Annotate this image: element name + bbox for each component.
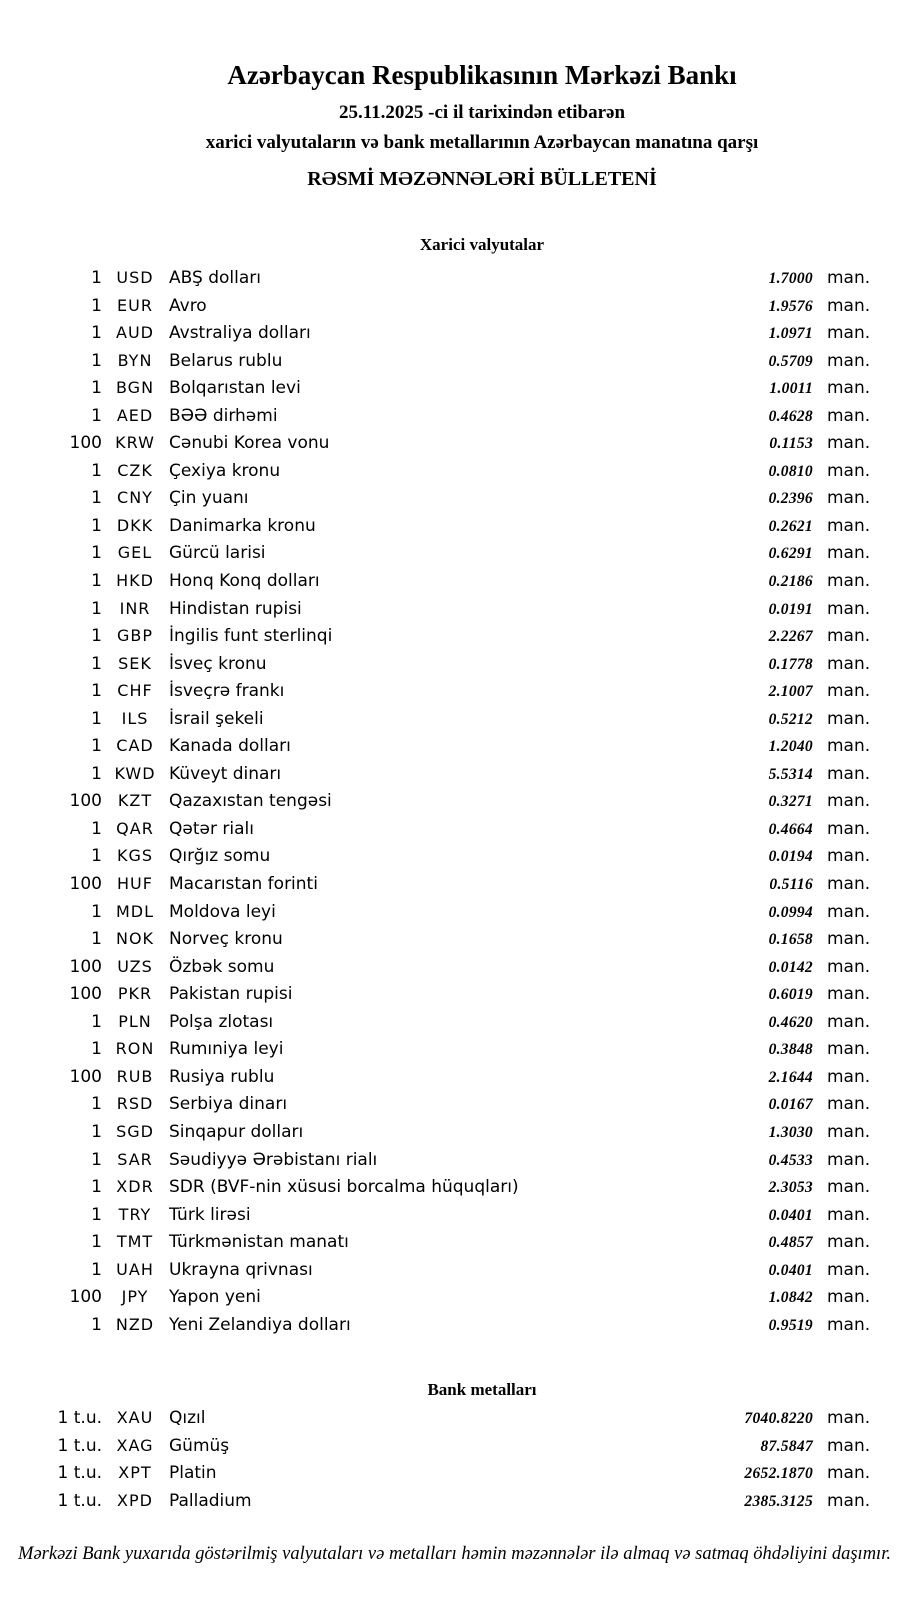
row-unit-label: man. — [827, 1408, 871, 1428]
row-quantity: 1 — [91, 653, 102, 674]
row-quantity: 1 — [91, 350, 102, 371]
row-code: RON — [115, 1039, 155, 1059]
currency-row — [0, 1035, 909, 1063]
row-code: SAR — [117, 1149, 153, 1169]
row-rate-value: 0.4533 — [768, 1151, 813, 1169]
row-quantity: 1 t.u. — [57, 1490, 102, 1511]
row-rate-value: 1.0011 — [769, 380, 813, 398]
row-rate-value: 1.9576 — [768, 297, 813, 315]
row-code: KGS — [116, 846, 154, 866]
row-code: SEK — [118, 653, 152, 673]
row-unit-label: man. — [827, 1314, 871, 1335]
row-unit-label: man. — [827, 460, 871, 481]
row-name: Bolqarıstan levi — [169, 378, 301, 399]
row-code: RUB — [116, 1066, 154, 1086]
row-name: Avro — [169, 295, 207, 316]
row-rate-value: 87.5847 — [760, 1437, 813, 1455]
row-name: Platin — [169, 1463, 217, 1484]
row-name: Qırğız somu — [169, 846, 271, 867]
currency-row — [0, 925, 909, 953]
currency-row — [0, 898, 909, 926]
row-rate-value: 0.1778 — [768, 655, 813, 673]
row-name: Moldova leyi — [169, 901, 276, 922]
row-quantity: 1 — [91, 323, 102, 344]
row-quantity: 100 — [69, 791, 102, 812]
row-quantity: 1 — [91, 846, 102, 867]
row-name: Serbiya dinarı — [169, 1094, 288, 1115]
row-name: Qətər rialı — [169, 818, 254, 839]
row-code: BGN — [115, 378, 155, 398]
effective-date-line: 25.11.2025 -ci il tarixindən etibarən — [338, 102, 626, 123]
row-code: USD — [116, 268, 154, 287]
row-rate-value: 0.0401 — [768, 1206, 813, 1224]
currency-row — [0, 1090, 909, 1118]
currency-row — [0, 539, 909, 567]
currency-row — [0, 980, 909, 1008]
row-rate-value: 0.0142 — [768, 958, 813, 976]
row-rate-value: 0.0810 — [768, 462, 813, 480]
row-code: CAD — [116, 736, 154, 756]
row-name: Pakistan rupisi — [169, 984, 293, 1005]
row-quantity: 1 — [91, 543, 102, 564]
row-rate-value: 0.3271 — [768, 793, 813, 811]
row-code: INR — [119, 598, 151, 618]
row-rate-value: 0.0194 — [768, 848, 813, 866]
currencies-section-title: Xarici valyutalar — [419, 235, 545, 254]
row-code: AUD — [116, 323, 154, 343]
row-code: PLN — [118, 1011, 152, 1031]
row-unit-label: man. — [827, 846, 871, 867]
bulletin-title: RƏSMİ MƏZƏNNƏLƏRİ BÜLLETENİ — [307, 168, 657, 190]
row-quantity: 1 — [91, 571, 102, 592]
row-name: Çexiya kronu — [169, 460, 281, 481]
row-quantity: 1 — [91, 1177, 102, 1198]
row-name: Cənubi Korea vonu — [169, 433, 330, 454]
row-name: SDR (BVF-nin xüsusi borcalma hüquqları) — [169, 1177, 519, 1198]
currency-row — [0, 402, 909, 430]
row-code: MDL — [115, 901, 155, 921]
row-unit-label: man. — [827, 515, 871, 536]
row-name: Gümüş — [169, 1435, 230, 1456]
row-unit-label: man. — [827, 268, 871, 288]
metal-row — [0, 1459, 909, 1487]
row-rate-value: 0.6291 — [768, 545, 813, 563]
row-rate-value: 0.4620 — [768, 1013, 813, 1031]
row-rate-value: 0.4664 — [768, 820, 813, 838]
row-quantity: 100 — [69, 433, 102, 454]
currency-row — [0, 429, 909, 457]
row-quantity: 1 — [91, 901, 102, 922]
row-unit-label: man. — [827, 763, 871, 784]
row-name: Türk lirəsi — [169, 1204, 251, 1225]
row-code: CZK — [117, 460, 153, 480]
currency-row — [0, 512, 909, 540]
metals-table — [0, 1404, 909, 1514]
row-unit-label: man. — [827, 1287, 871, 1308]
row-unit-label: man. — [827, 626, 871, 647]
row-rate-value: 0.2186 — [768, 573, 813, 591]
row-rate-value: 1.0842 — [768, 1289, 813, 1307]
currency-row — [0, 677, 909, 705]
row-unit-label: man. — [827, 929, 871, 950]
currency-row — [0, 347, 909, 375]
row-unit-label: man. — [827, 818, 871, 839]
row-quantity: 1 — [91, 1232, 102, 1253]
row-rate-value: 0.5212 — [768, 710, 813, 728]
row-unit-label: man. — [827, 653, 871, 674]
row-quantity: 100 — [69, 1066, 102, 1087]
currency-row — [0, 457, 909, 485]
currency-row — [0, 650, 909, 678]
row-rate-value: 2652.1870 — [744, 1465, 813, 1483]
currency-row — [0, 732, 909, 760]
bank-name-title: Azərbaycan Respublikasının Mərkəzi Bankı — [227, 60, 737, 90]
row-unit-label: man. — [827, 984, 871, 1005]
row-rate-value: 0.4628 — [768, 407, 813, 425]
row-quantity: 1 t.u. — [57, 1463, 102, 1484]
row-code: QAR — [116, 818, 154, 838]
row-name: Palladium — [169, 1490, 252, 1511]
metal-row — [0, 1487, 909, 1515]
row-rate-value: 0.5116 — [769, 876, 813, 894]
row-quantity: 100 — [69, 984, 102, 1005]
row-name: Türkmənistan manatı — [169, 1232, 349, 1253]
row-unit-label: man. — [827, 1094, 871, 1115]
row-rate-value: 1.7000 — [768, 270, 813, 287]
row-unit-label: man. — [827, 1490, 871, 1511]
row-quantity: 1 t.u. — [57, 1435, 102, 1456]
row-name: Ukrayna qrivnası — [169, 1259, 313, 1280]
row-quantity: 1 — [91, 1121, 102, 1142]
row-rate-value: 2.3053 — [768, 1179, 813, 1197]
row-unit-label: man. — [827, 295, 871, 316]
row-unit-label: man. — [827, 791, 871, 812]
row-rate-value: 0.4857 — [768, 1234, 813, 1252]
row-code: TRY — [118, 1204, 152, 1224]
currency-row — [0, 760, 909, 788]
row-code: XPD — [117, 1490, 153, 1510]
row-quantity: 1 — [91, 818, 102, 839]
row-unit-label: man. — [827, 1177, 871, 1198]
row-quantity: 1 — [91, 488, 102, 509]
currency-row — [0, 1311, 909, 1339]
row-quantity: 1 — [91, 736, 102, 757]
row-quantity: 100 — [69, 1287, 102, 1308]
row-quantity: 1 — [91, 1149, 102, 1170]
row-quantity: 1 — [91, 378, 102, 399]
row-rate-value: 1.0971 — [768, 325, 813, 343]
metals-section-title: Bank metalları — [427, 1380, 537, 1399]
row-code: NOK — [115, 929, 155, 949]
row-code: GBP — [116, 626, 154, 646]
row-unit-label: man. — [827, 571, 871, 592]
row-code: XAG — [116, 1435, 154, 1455]
row-rate-value: 0.0401 — [768, 1261, 813, 1279]
row-unit-label: man. — [827, 1259, 871, 1280]
row-quantity: 1 — [91, 268, 102, 288]
row-name: İsveçrə frankı — [169, 681, 285, 702]
row-code: EUR — [117, 295, 153, 315]
row-unit-label: man. — [827, 433, 871, 454]
currency-row — [0, 953, 909, 981]
currency-row — [0, 1008, 909, 1036]
row-name: Norveç kronu — [169, 929, 283, 950]
row-unit-label: man. — [827, 1232, 871, 1253]
row-name: İsrail şekeli — [169, 708, 264, 729]
row-unit-label: man. — [827, 1011, 871, 1032]
row-rate-value: 0.2621 — [768, 517, 813, 535]
row-name: Səudiyyə Ərəbistanı rialı — [169, 1149, 378, 1170]
row-unit-label: man. — [827, 543, 871, 564]
row-unit-label: man. — [827, 901, 871, 922]
row-unit-label: man. — [827, 378, 871, 399]
currency-row — [0, 595, 909, 623]
currency-row — [0, 1228, 909, 1256]
row-rate-value: 7040.8220 — [744, 1410, 813, 1427]
currency-row — [0, 484, 909, 512]
row-quantity: 1 — [91, 1259, 102, 1280]
currency-row — [0, 870, 909, 898]
row-code: XAU — [116, 1408, 154, 1427]
row-name: BƏƏ dirhəmi — [169, 405, 278, 426]
row-rate-value: 5.5314 — [768, 765, 813, 783]
row-code: KRW — [115, 433, 155, 453]
row-name: İngilis funt sterlinqi — [169, 626, 333, 647]
row-name: Qızıl — [169, 1408, 206, 1428]
currency-row — [0, 787, 909, 815]
row-unit-label: man. — [827, 1435, 871, 1456]
row-name: Hindistan rupisi — [169, 598, 302, 619]
row-name: Macarıstan forinti — [169, 874, 318, 895]
row-name: Danimarka kronu — [169, 515, 316, 536]
row-code: DKK — [116, 515, 154, 535]
row-code: KWD — [114, 763, 156, 783]
row-quantity: 1 — [91, 681, 102, 702]
row-name: Belarus rublu — [169, 350, 283, 371]
currency-row — [0, 1173, 909, 1201]
row-name: Yapon yeni — [169, 1287, 261, 1308]
row-code: HKD — [116, 571, 154, 591]
row-code: AED — [116, 405, 154, 425]
row-name: Küveyt dinarı — [169, 763, 282, 784]
row-unit-label: man. — [827, 708, 871, 729]
row-name: Çin yuanı — [169, 488, 249, 509]
row-unit-label: man. — [827, 598, 871, 619]
row-code: ILS — [121, 708, 149, 728]
row-quantity: 1 — [91, 515, 102, 536]
currency-row — [0, 622, 909, 650]
row-name: Özbək somu — [169, 956, 275, 977]
row-quantity: 1 — [91, 405, 102, 426]
row-quantity: 1 — [91, 598, 102, 619]
row-quantity: 1 — [91, 626, 102, 647]
row-code: XPT — [118, 1463, 152, 1483]
row-quantity: 1 — [91, 929, 102, 950]
row-quantity: 100 — [69, 956, 102, 977]
currency-row — [0, 1118, 909, 1146]
currency-row — [0, 1283, 909, 1311]
disclaimer-text: Mərkəzi Bank yuxarıda göstərilmiş valyutaları və metalları həmin məzənnələr ilə almaq və satmaq öhdəliyini daşımır. — [18, 1544, 891, 1564]
row-code: TMT — [116, 1232, 154, 1252]
row-name: Avstraliya dolları — [169, 323, 311, 344]
row-code: UAH — [116, 1259, 154, 1279]
currency-row — [0, 1146, 909, 1174]
row-rate-value: 1.3030 — [768, 1123, 813, 1141]
row-name: Rusiya rublu — [169, 1066, 275, 1087]
row-code: CHF — [117, 681, 153, 701]
row-name: Yeni Zelandiya dolları — [169, 1314, 351, 1335]
row-code: KZT — [117, 791, 153, 811]
row-name: Sinqapur dolları — [169, 1121, 304, 1142]
row-rate-value: 0.1153 — [769, 435, 813, 453]
metal-row — [0, 1404, 909, 1432]
currency-row — [0, 292, 909, 320]
subject-line: xarici valyutaların və bank metallarının Azərbaycan manatına qarşı — [205, 132, 759, 153]
currency-row — [0, 264, 909, 292]
currency-row — [0, 1063, 909, 1091]
row-unit-label: man. — [827, 874, 871, 895]
currencies-table — [0, 264, 909, 1338]
row-name: Rumıniya leyi — [169, 1039, 284, 1060]
row-rate-value: 0.3848 — [768, 1041, 813, 1059]
row-code: NZD — [115, 1314, 155, 1334]
row-unit-label: man. — [827, 1121, 871, 1142]
row-rate-value: 0.6019 — [768, 986, 813, 1004]
row-rate-value: 2385.3125 — [744, 1492, 813, 1510]
row-code: SGD — [116, 1121, 154, 1141]
row-name: İsveç kronu — [169, 653, 267, 674]
currency-row — [0, 1201, 909, 1229]
row-unit-label: man. — [827, 1204, 871, 1225]
row-unit-label: man. — [827, 488, 871, 509]
row-quantity: 1 — [91, 295, 102, 316]
currency-row — [0, 815, 909, 843]
row-name: Polşa zlotası — [169, 1011, 274, 1032]
currency-row — [0, 374, 909, 402]
row-unit-label: man. — [827, 1039, 871, 1060]
row-quantity: 1 — [91, 1314, 102, 1335]
row-quantity: 1 — [91, 1011, 102, 1032]
row-name: Qazaxıstan tengəsi — [169, 791, 332, 812]
row-quantity: 1 — [91, 1204, 102, 1225]
currency-row — [0, 842, 909, 870]
currency-row — [0, 1256, 909, 1284]
row-rate-value: 0.0191 — [768, 600, 813, 618]
row-code: BYN — [117, 350, 153, 370]
row-code: JPY — [121, 1287, 149, 1307]
row-rate-value: 0.1658 — [768, 931, 813, 949]
row-quantity: 100 — [69, 874, 102, 895]
row-name: ABŞ dolları — [169, 268, 261, 288]
row-rate-value: 2.1644 — [768, 1068, 813, 1086]
metal-row — [0, 1432, 909, 1460]
row-name: Gürcü larisi — [169, 543, 266, 564]
row-unit-label: man. — [827, 405, 871, 426]
row-quantity: 1 — [91, 1039, 102, 1060]
row-unit-label: man. — [827, 350, 871, 371]
row-unit-label: man. — [827, 736, 871, 757]
row-unit-label: man. — [827, 1149, 871, 1170]
row-code: PKR — [117, 984, 153, 1004]
row-rate-value: 0.0994 — [768, 903, 813, 921]
row-code: GEL — [117, 543, 153, 563]
row-rate-value: 2.1007 — [768, 683, 813, 701]
row-name: Kanada dolları — [169, 736, 291, 757]
row-code: CNY — [117, 488, 153, 508]
row-unit-label: man. — [827, 1463, 871, 1484]
row-quantity: 1 t.u. — [57, 1408, 102, 1428]
row-code: UZS — [117, 956, 153, 976]
row-rate-value: 0.2396 — [768, 490, 813, 508]
row-rate-value: 2.2267 — [768, 628, 813, 646]
row-quantity: 1 — [91, 1094, 102, 1115]
row-code: RSD — [116, 1094, 154, 1114]
row-rate-value: 0.9519 — [768, 1316, 813, 1334]
currency-row — [0, 705, 909, 733]
row-code: XDR — [116, 1177, 154, 1197]
row-code: HUF — [117, 874, 153, 894]
row-quantity: 1 — [91, 763, 102, 784]
row-name: Honq Konq dolları — [169, 571, 320, 592]
row-rate-value: 0.5709 — [768, 352, 813, 370]
row-rate-value: 0.0167 — [768, 1096, 813, 1114]
row-unit-label: man. — [827, 681, 871, 702]
currency-row — [0, 567, 909, 595]
currency-row — [0, 319, 909, 347]
row-unit-label: man. — [827, 323, 871, 344]
row-unit-label: man. — [827, 1066, 871, 1087]
row-rate-value: 1.2040 — [768, 738, 813, 756]
row-quantity: 1 — [91, 460, 102, 481]
row-quantity: 1 — [91, 708, 102, 729]
row-unit-label: man. — [827, 956, 871, 977]
